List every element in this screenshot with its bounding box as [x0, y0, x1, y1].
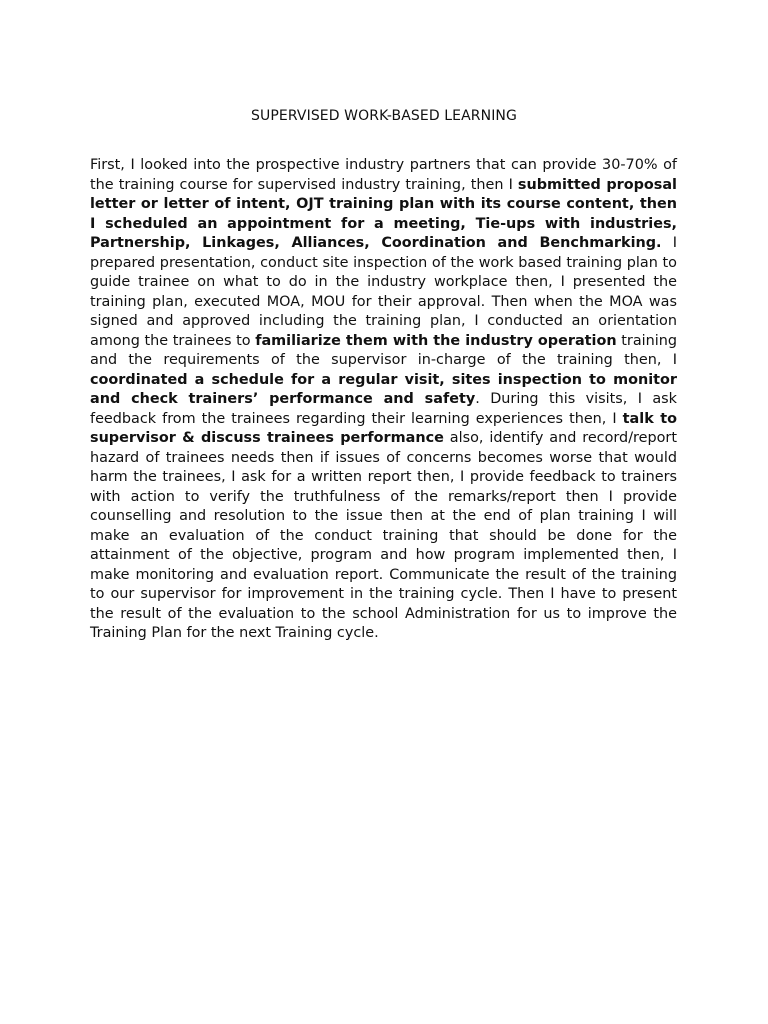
bold-text-run: talk to supervisor & discuss trainees performance [90, 410, 677, 446]
text-run: I prepared presentation, conduct site inspection of the work based training plan to guide trainee on what to do in the industry workplace then, I presented the training plan, executed MOA, MOU for their approval. Then when the MOA was signed and approved including the training plan, I conducted an orientation among the trainees to [90, 235, 677, 349]
bold-text-run: submitted proposal letter or letter of intent, OJT training plan with its course content, then I scheduled an appointment for a meeting, Tie-ups with industries, Partnership, Linkages, Alliances, Coordination and Benchmarking. [90, 176, 677, 251]
bold-text-run: familiarize them with the industry operation [255, 332, 617, 349]
text-run: . During this visits, I ask feedback from the trainees regarding their learning experiences then, I [90, 391, 677, 427]
text-run: also, identify and record/report hazard of trainees needs then if issues of concerns becomes worse that would harm the trainees, I ask for a written report then, I provide feedback to trainers with action to verify the truthfulness of the remarks/report then I provide counselling and resolution to the issue then at the end of plan training I will make an evaluation of the conduct training that should be done for the attainment of the objective, program and how program implemented then, I make monitoring and evaluation report. Communicate the result of the training to our supervisor for improvement in the training cycle. Then I have to present the result of the evaluation to the school Administration for us to improve the Training Plan for the next Training cycle. [90, 430, 677, 641]
document-title: SUPERVISED WORK-BASED LEARNING [251, 108, 517, 124]
body-paragraph [90, 156, 677, 644]
text-run: First, I looked into the prospective industry partners that can provide 30-70% of the training course for supervised industry training, then I [90, 157, 677, 193]
bold-text-run: coordinated a schedule for a regular visit, sites inspection to monitor and check trainers’ performance and safety [90, 371, 677, 407]
text-run: training and the requirements of the supervisor in-charge of the training then, I [90, 332, 678, 368]
